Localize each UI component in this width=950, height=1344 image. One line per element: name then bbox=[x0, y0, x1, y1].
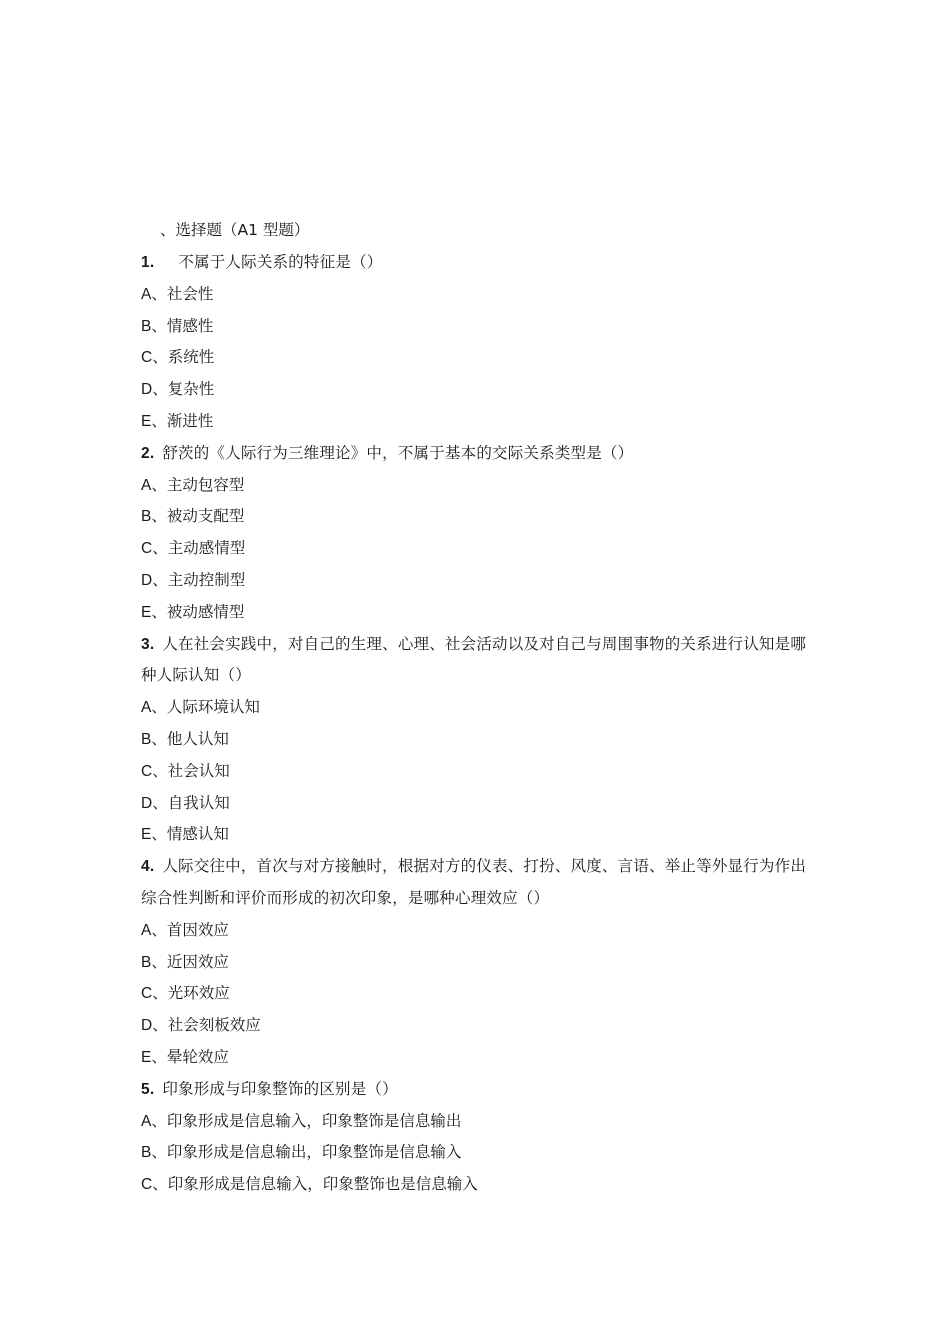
option-letter: C bbox=[141, 349, 153, 367]
option-b bbox=[141, 501, 811, 533]
option-separator: 、 bbox=[151, 507, 167, 526]
question-number: 2. bbox=[141, 444, 155, 462]
option-letter: C bbox=[141, 985, 153, 1003]
option-letter: C bbox=[141, 1176, 153, 1194]
option-separator: 、 bbox=[152, 570, 168, 589]
option-letter: B bbox=[141, 1144, 152, 1162]
option-letter: A bbox=[141, 1112, 152, 1130]
question-text: 舒茨的《人际行为三维理论》中，不属于基本的交际关系类型是（） bbox=[162, 443, 634, 462]
question-2 bbox=[141, 438, 811, 629]
option-separator: 、 bbox=[151, 316, 167, 335]
option-text: 情感认知 bbox=[166, 825, 229, 844]
option-separator: 、 bbox=[151, 602, 167, 621]
option-separator: 、 bbox=[151, 475, 167, 494]
option-text: 社会刻板效应 bbox=[167, 1016, 261, 1035]
option-letter: A bbox=[141, 921, 152, 939]
option-a bbox=[141, 470, 811, 502]
option-list bbox=[141, 279, 811, 438]
question-text: 人在社会实践中，对自己的生理、心理、社会活动以及对自己与周围事物的关系进行认知是哪种人际认知（） bbox=[141, 634, 807, 685]
question-stem bbox=[141, 1074, 811, 1106]
option-text: 印象形成是信息输入，印象整饰是信息输出 bbox=[166, 1111, 462, 1130]
option-list bbox=[141, 692, 811, 851]
option-c bbox=[141, 342, 811, 374]
option-letter: E bbox=[141, 1048, 152, 1066]
option-letter: B bbox=[141, 317, 152, 335]
option-letter: D bbox=[141, 381, 153, 399]
option-text: 印象形成是信息输出，印象整饰是信息输入 bbox=[166, 1143, 462, 1162]
option-text: 晕轮效应 bbox=[166, 1047, 229, 1066]
option-text: 社会认知 bbox=[167, 761, 230, 780]
question-stem bbox=[141, 629, 811, 693]
option-letter: C bbox=[141, 540, 153, 558]
option-text: 社会性 bbox=[166, 284, 214, 303]
option-separator: 、 bbox=[151, 1143, 167, 1162]
option-separator: 、 bbox=[152, 539, 168, 558]
option-letter: E bbox=[141, 826, 152, 844]
option-text: 近因效应 bbox=[166, 952, 229, 971]
option-letter: E bbox=[141, 603, 152, 621]
option-separator: 、 bbox=[151, 920, 167, 939]
option-b bbox=[141, 1137, 811, 1169]
option-c bbox=[141, 978, 811, 1010]
option-letter: B bbox=[141, 730, 152, 748]
option-letter: A bbox=[141, 285, 152, 303]
option-text: 系统性 bbox=[167, 348, 215, 367]
option-c bbox=[141, 1169, 811, 1201]
option-letter: C bbox=[141, 762, 153, 780]
option-text: 主动感情型 bbox=[167, 539, 246, 558]
option-separator: 、 bbox=[152, 348, 168, 367]
option-a bbox=[141, 915, 811, 947]
option-a bbox=[141, 279, 811, 311]
option-e bbox=[141, 1042, 811, 1074]
option-text: 复杂性 bbox=[167, 380, 215, 399]
option-text: 人际环境认知 bbox=[166, 698, 260, 717]
question-number: 5. bbox=[141, 1080, 155, 1098]
option-separator: 、 bbox=[152, 1175, 168, 1194]
question-4 bbox=[141, 851, 811, 1074]
question-text: 印象形成与印象整饰的区别是（） bbox=[162, 1079, 398, 1098]
option-text: 主动控制型 bbox=[167, 570, 246, 589]
option-separator: 、 bbox=[151, 411, 167, 430]
question-3 bbox=[141, 629, 811, 852]
option-text: 他人认知 bbox=[166, 729, 229, 748]
option-text: 光环效应 bbox=[167, 984, 230, 1003]
question-5 bbox=[141, 1074, 811, 1201]
option-d bbox=[141, 788, 811, 820]
question-number: 3. bbox=[141, 635, 155, 653]
option-a bbox=[141, 692, 811, 724]
option-b bbox=[141, 947, 811, 979]
option-letter: D bbox=[141, 794, 153, 812]
option-separator: 、 bbox=[151, 825, 167, 844]
option-letter: B bbox=[141, 953, 152, 971]
option-c bbox=[141, 756, 811, 788]
question-text: 人际交往中，首次与对方接触时，根据对方的仪表、打扮、风度、言语、举止等外显行为作出综合性判断和评价而形成的初次印象，是哪种心理效应（） bbox=[141, 857, 807, 907]
option-text: 印象形成是信息输入，印象整饰也是信息输入 bbox=[167, 1175, 478, 1194]
option-text: 情感性 bbox=[166, 316, 214, 335]
option-letter: A bbox=[141, 476, 152, 494]
option-separator: 、 bbox=[152, 793, 168, 812]
question-stem bbox=[141, 851, 811, 915]
question-stem bbox=[141, 438, 811, 470]
option-separator: 、 bbox=[151, 1047, 167, 1066]
option-separator: 、 bbox=[151, 952, 167, 971]
option-separator: 、 bbox=[152, 761, 168, 780]
option-d bbox=[141, 565, 811, 597]
question-list bbox=[141, 247, 811, 1201]
option-text: 首因效应 bbox=[166, 920, 229, 939]
option-list bbox=[141, 1106, 811, 1201]
option-b bbox=[141, 724, 811, 756]
question-text: 不属于人际关系的特征是（） bbox=[178, 253, 383, 271]
option-separator: 、 bbox=[152, 380, 168, 399]
option-list bbox=[141, 915, 811, 1074]
section-title: 、选择题（A1 型题） bbox=[160, 221, 310, 239]
option-letter: D bbox=[141, 1017, 153, 1035]
option-d bbox=[141, 1010, 811, 1042]
option-c bbox=[141, 533, 811, 565]
option-letter: A bbox=[141, 699, 152, 717]
option-separator: 、 bbox=[151, 1111, 167, 1130]
option-d bbox=[141, 374, 811, 406]
option-separator: 、 bbox=[151, 729, 167, 748]
option-separator: 、 bbox=[152, 1016, 168, 1035]
option-separator: 、 bbox=[151, 284, 167, 303]
option-separator: 、 bbox=[151, 698, 167, 717]
option-e bbox=[141, 597, 811, 629]
question-number: 4. bbox=[141, 858, 155, 876]
option-list bbox=[141, 470, 811, 629]
option-text: 渐进性 bbox=[166, 411, 214, 430]
option-e bbox=[141, 406, 811, 438]
question-number: 1. bbox=[141, 254, 155, 271]
option-text: 主动包容型 bbox=[166, 475, 245, 494]
option-letter: B bbox=[141, 508, 152, 526]
option-text: 被动支配型 bbox=[166, 507, 245, 526]
option-e bbox=[141, 819, 811, 851]
option-letter: E bbox=[141, 412, 152, 430]
option-a bbox=[141, 1106, 811, 1138]
option-b bbox=[141, 311, 811, 343]
option-separator: 、 bbox=[152, 984, 168, 1003]
option-letter: D bbox=[141, 571, 153, 589]
question-1 bbox=[141, 247, 811, 438]
option-text: 自我认知 bbox=[167, 793, 230, 812]
question-stem bbox=[141, 247, 811, 279]
option-text: 被动感情型 bbox=[166, 602, 245, 621]
